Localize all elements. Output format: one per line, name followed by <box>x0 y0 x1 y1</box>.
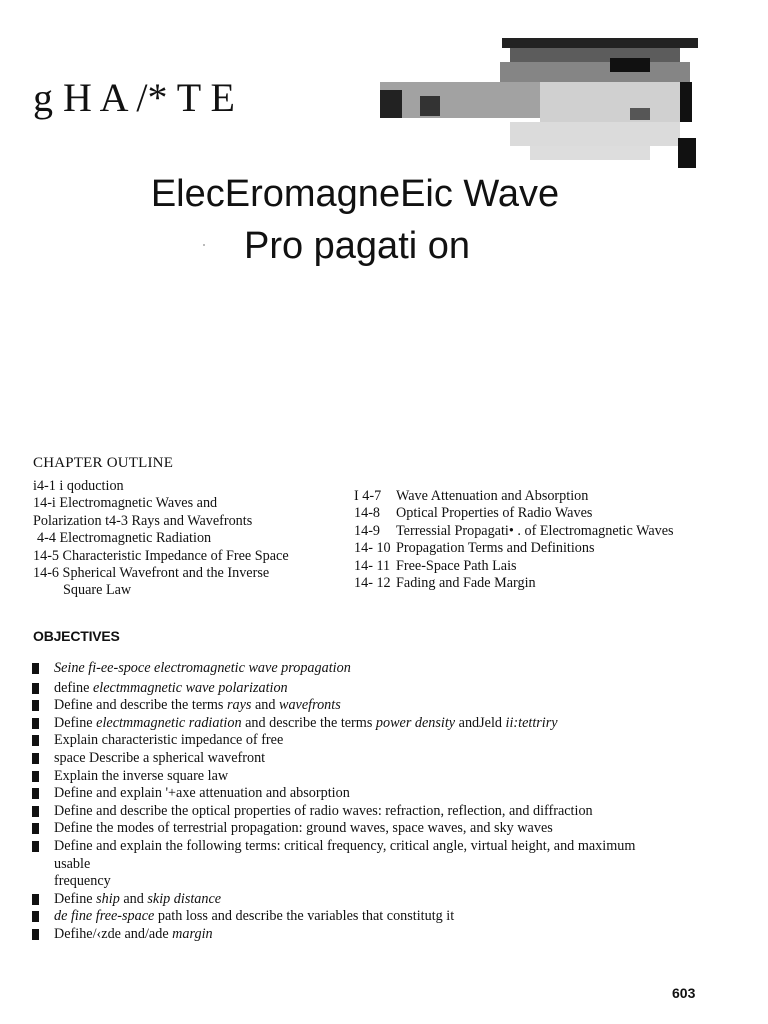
bullet-square-icon <box>32 700 39 711</box>
outline-item <box>354 488 734 505</box>
objective-text-italic: power density <box>375 714 456 731</box>
outline-item <box>354 575 734 592</box>
bullet-square-icon <box>32 718 39 729</box>
bullet-square-icon <box>32 735 39 746</box>
objective-text: frequency <box>54 873 111 890</box>
objective-item <box>30 908 720 926</box>
chapter-title <box>0 168 710 272</box>
chapter-heading: g H A /* T E <box>33 75 235 120</box>
chapter-title-line2: Pro pagati on <box>243 225 471 267</box>
objective-text-italic: rays <box>226 697 252 714</box>
objective-text: Explain the inverse square law <box>54 767 229 784</box>
objective-item <box>30 803 720 821</box>
outline-item <box>354 558 734 575</box>
outline-title: Free-Space Path Lais <box>396 557 517 574</box>
objective-text-italic: free-space <box>95 908 155 925</box>
outline-item: Polarization t4-3 Rays and Wavefronts <box>33 512 253 529</box>
bullet-square-icon <box>32 929 39 940</box>
outline-right-column <box>354 488 734 592</box>
objective-text: Explain characteristic impedance of free <box>54 732 284 749</box>
outline-item: 14-i Electromagnetic Waves and <box>33 495 218 512</box>
objective-text: Define the modes of terrestrial propagation: ground waves, space waves, and sky waves <box>54 820 553 837</box>
objective-text-italic: wavefronts <box>278 697 341 714</box>
objective-text: Define <box>54 714 97 731</box>
objective-text: and <box>251 697 279 714</box>
outline-item: 14-6 Spherical Wavefront and the Inverse <box>33 565 270 582</box>
chapter-title-line1: ElecEromagneEic Wave <box>150 173 560 215</box>
outline-title: Terressial Propagati• . of Electromagnetic Waves <box>396 522 674 539</box>
objective-text-italic: ii:tettriry <box>505 714 558 731</box>
bullet-square-icon <box>32 663 39 674</box>
objective-text: Define and describe the terms <box>54 697 227 714</box>
bullet-square-icon <box>32 806 39 817</box>
objectives-list <box>30 660 720 944</box>
objective-text: Define and describe the optical properties of radio waves: refraction, reflection, and diffraction <box>54 802 593 819</box>
objective-text-italic: ship <box>96 890 120 907</box>
outline-title: Fading and Fade Margin <box>396 575 536 592</box>
objective-text: Defihe/‹zde and/ade <box>54 925 173 942</box>
objective-text-italic: electmmagnetic wave polarization <box>93 679 288 696</box>
objective-text: Define <box>54 890 97 907</box>
objective-text: and <box>119 890 148 907</box>
bullet-square-icon <box>32 841 39 852</box>
outline-number: 14-9 <box>354 522 381 539</box>
outline-title: Propagation Terms and Definitions <box>396 540 595 557</box>
outline-item: Square Law <box>63 582 132 599</box>
objective-item <box>30 891 720 909</box>
bullet-square-icon <box>32 823 39 834</box>
objective-text: space Describe a spherical wavefront <box>54 749 266 766</box>
page-number: 603 <box>672 985 696 1001</box>
objective-text-italic: margin <box>172 925 213 942</box>
objective-item <box>30 768 720 786</box>
outline-number: 14-8 <box>354 505 381 522</box>
outline-left-column <box>33 478 333 600</box>
objective-text: define <box>54 679 93 696</box>
objective-text: Define and explain '+axe attenuation and absorption <box>54 785 350 802</box>
bullet-square-icon <box>32 788 39 799</box>
bullet-square-icon <box>32 894 39 905</box>
outline-item: 14-5 Characteristic Impedance of Free Space <box>33 547 289 564</box>
outline-number: 14- 11 <box>354 557 391 574</box>
scan-speck <box>203 244 205 246</box>
objective-text-italic: de fine <box>54 908 96 925</box>
objective-item <box>30 732 720 750</box>
outline-item <box>354 523 734 540</box>
objective-item <box>30 820 720 838</box>
objective-item <box>30 697 720 715</box>
objective-item <box>30 838 720 891</box>
bullet-square-icon <box>32 683 39 694</box>
objective-text: Seine fi-ee-spoce electromagnetic wave propagation <box>54 660 351 676</box>
objective-item <box>30 750 720 768</box>
outline-item <box>354 505 734 522</box>
bullet-square-icon <box>32 771 39 782</box>
objective-text: and describe the terms <box>241 714 376 731</box>
objective-item <box>30 680 720 698</box>
objective-item <box>30 785 720 803</box>
outline-number: 14- 12 <box>354 575 391 592</box>
bullet-square-icon <box>32 753 39 764</box>
objective-text: Define and explain the following terms: critical frequency, critical angle, virtual height, and maximum <box>54 837 636 854</box>
objective-item <box>30 660 720 678</box>
objective-text-italic: electmmagnetic radiation <box>96 714 242 731</box>
bullet-square-icon <box>32 911 39 922</box>
outline-number: 14- 10 <box>354 540 391 557</box>
outline-title: Optical Properties of Radio Waves <box>396 505 593 522</box>
objective-item <box>30 715 720 733</box>
objectives-heading: OBJECTIVES <box>33 628 120 644</box>
outline-number: I 4-7 <box>354 488 382 504</box>
objective-text: andJeld <box>455 714 506 731</box>
objective-item <box>30 926 720 944</box>
outline-item: 4-4 Electromagnetic Radiation <box>37 530 212 547</box>
scan-noise-artifact <box>380 38 698 170</box>
objective-text: path loss and describe the variables that constitutg it <box>154 908 455 925</box>
outline-item <box>354 540 734 557</box>
outline-heading: CHAPTER OUTLINE <box>33 455 174 471</box>
objective-text: usable <box>54 855 91 872</box>
objective-text-italic: skip distance <box>147 890 222 907</box>
outline-item: i4-1 i qoduction <box>33 478 124 494</box>
outline-title: Wave Attenuation and Absorption <box>396 488 589 504</box>
